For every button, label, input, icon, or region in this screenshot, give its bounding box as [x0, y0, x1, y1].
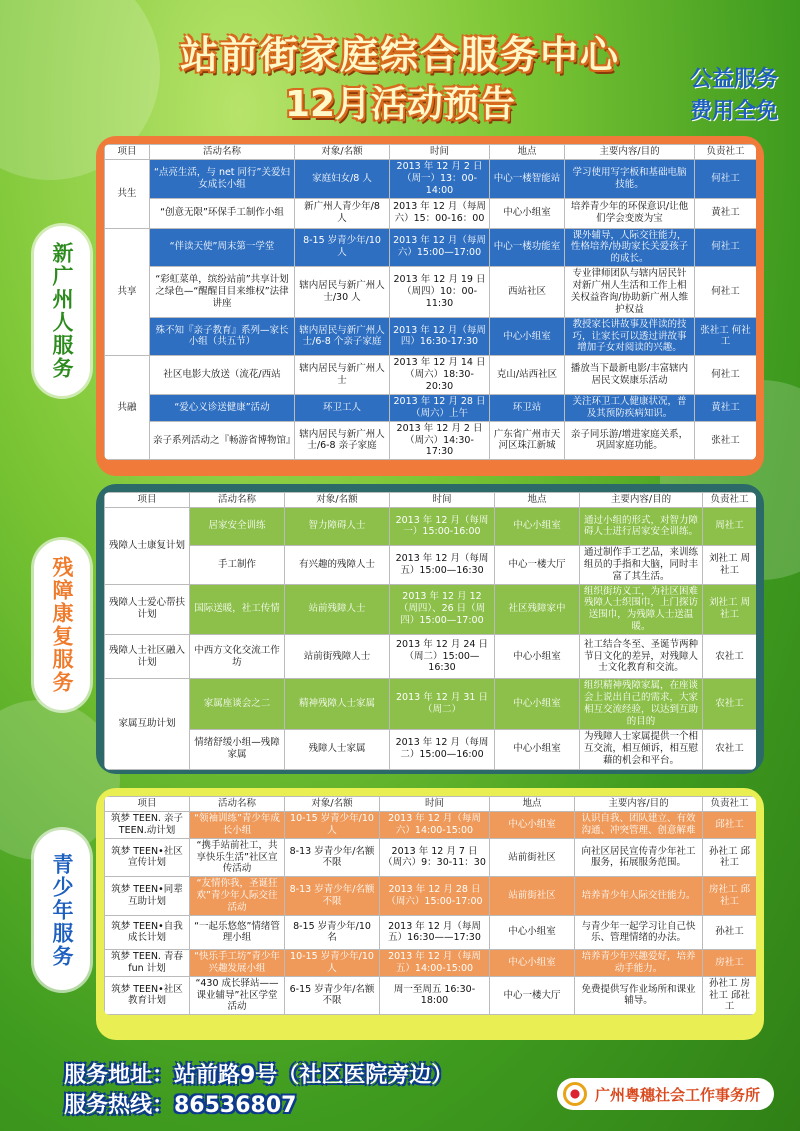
column-header: 负责社工	[703, 797, 757, 812]
activity-place: 中心小组室	[490, 949, 575, 976]
activity-name: “携手站前社工，共享快乐生活”社区宣传活动	[190, 838, 285, 877]
column-header: 时间	[390, 145, 490, 160]
target-quota: 8-15 岁青少年/10 名	[285, 915, 380, 949]
target-quota: 有兴趣的残障人士	[285, 545, 390, 584]
column-header: 时间	[380, 797, 490, 812]
activity-time: 2013 年 12 月（每周五）14:00-15:00	[380, 949, 490, 976]
activity-time: 2013 年 12 月（每周五）15:00—16:30	[390, 545, 495, 584]
column-header: 活动名称	[190, 493, 285, 508]
project-name: 筑梦 TEEN. 青春 fun 计划	[105, 949, 190, 976]
project-name: 筑梦 TEEN•社区教育计划	[105, 976, 190, 1015]
target-quota: 站前残障人士	[285, 584, 390, 635]
social-worker: 农社工	[703, 729, 757, 769]
social-worker: 张社工	[695, 421, 757, 460]
activity-content: 培养青少年的环保意识/让他们学会变废为宝	[565, 198, 695, 228]
activity-content: 关注环卫工人健康状况，普及其预防疾病知识。	[565, 394, 695, 421]
activity-name: “伴读天使”周末第一学堂	[150, 228, 295, 267]
activity-time: 2013 年 12 月（每周四）16:30-17:30	[390, 317, 490, 356]
activity-content: 与青少年一起学习让自己快乐、管理情绪的办法。	[575, 915, 703, 949]
social-worker: 刘社工 周社工	[703, 545, 757, 584]
activity-name: “友情你我，圣诞狂欢”青少年人际交往活动	[190, 877, 285, 916]
organization-name: 广州粤穗社会工作事务所	[594, 1085, 760, 1104]
activity-content: 培养青少年兴趣爱好，培养动手能力。	[575, 949, 703, 976]
activity-time: 2013 年 12 月 2 日（周六）14:30-17:30	[390, 421, 490, 460]
activity-content: 免费提供写作业场所和课业辅导。	[575, 976, 703, 1015]
social-worker: 何社工	[695, 159, 757, 198]
activity-content: 播放当下最新电影/丰富辖内居民文娱康乐活动	[565, 356, 695, 395]
activity-place: 克山/站西社区	[490, 356, 565, 395]
activity-place: 西站社区	[490, 267, 565, 318]
activity-content: 向社区居民宣传青少年社工服务，拓展服务范围。	[575, 838, 703, 877]
activity-content: 课外辅导，人际交往能力，性格培养/协助家长关爱孩子的成长。	[565, 228, 695, 267]
slogan-line-2: 费用全免	[689, 99, 778, 124]
activity-time: 2013 年 12 月 12（周四）、26 日（周四）15:00—17:00	[390, 584, 495, 635]
table-row	[105, 976, 757, 1015]
activity-time: 2013 年 12 月 2 日（周一）13：00-14:00	[390, 159, 490, 198]
target-quota: 家庭妇女/8 人	[295, 159, 390, 198]
table-row	[105, 394, 757, 421]
project-name: 筑梦 TEEN. 亲子 TEEN.动计划	[105, 811, 190, 838]
target-quota: 辖内居民与新广州人士/30 人	[295, 267, 390, 318]
project-name: 共生	[105, 159, 150, 228]
activity-place: 站前街社区	[490, 838, 575, 877]
table-header	[105, 145, 757, 160]
activity-content: 亲子同乐游/增进家庭关系，巩固家庭功能。	[565, 421, 695, 460]
activity-time: 2013 年 12 月（每周一）15:00-16:00	[390, 507, 495, 545]
table-row	[105, 729, 757, 769]
table-row	[105, 915, 757, 949]
social-worker: 何社工	[695, 228, 757, 267]
activity-name: “点亮生活，与 net 同行”关爱妇女成长小组	[150, 159, 295, 198]
social-worker: 何社工	[695, 267, 757, 318]
target-quota: 10-15 岁青少年/10 人	[285, 949, 380, 976]
target-quota: 环卫工人	[295, 394, 390, 421]
project-name: 残障人士康复计划	[105, 507, 190, 584]
section-tag-disability: 残障康复服务	[34, 540, 90, 710]
project-name: 残障人士社区融入计划	[105, 635, 190, 679]
activity-content: 专业律师团队与辖内居民针对新广州人生活和工作上相关权益咨询/协助新广州人维护权益	[565, 267, 695, 318]
social-worker: 周社工	[703, 507, 757, 545]
activity-content: 社工结合冬至、圣诞节两种节日文化的差异，对残障人士文化教育和交流。	[580, 635, 703, 679]
service-hotline: 服务热线：86536807	[64, 1093, 297, 1118]
project-name: 筑梦 TEEN•社区宣传计划	[105, 838, 190, 877]
activity-name: 亲子系列活动之『畅游省博物馆』	[150, 421, 295, 460]
column-header: 项目	[105, 797, 190, 812]
activity-content: 为残障人士家属提供一个相互交流，相互倾诉，相互慰藉的机会和平台。	[580, 729, 703, 769]
activity-place: 中心小组室	[495, 729, 580, 769]
column-header: 负责社工	[695, 145, 757, 160]
activity-time: 2013 年 12 月（每周二）15:00—16:00	[390, 729, 495, 769]
activity-place: 中心小组室	[490, 915, 575, 949]
project-name: 残障人士爱心帮扶计划	[105, 584, 190, 635]
activity-name: “爱心义诊送健康”活动	[150, 394, 295, 421]
activity-name: 中西方文化交流工作坊	[190, 635, 285, 679]
table-row	[105, 679, 757, 730]
column-header: 活动名称	[190, 797, 285, 812]
organization-logo-icon	[563, 1082, 587, 1106]
slogan-line-1: 公益服务	[689, 67, 778, 92]
section-tag-new-guangzhou: 新广州人服务	[34, 226, 90, 396]
table-row	[105, 356, 757, 395]
social-worker: 何社工	[695, 356, 757, 395]
activity-content: 组织精神残障家属，在座谈会上说出自己的需求，大家相互交流经验，以达到互助的目的	[580, 679, 703, 730]
activity-place: 中心小组室	[495, 507, 580, 545]
schedule-table	[104, 796, 756, 1015]
table-row	[105, 838, 757, 877]
social-worker: 黄社工	[695, 198, 757, 228]
activity-place: 广东省广州市天河区珠江新城	[490, 421, 565, 460]
activity-place: 中心一楼大厅	[490, 976, 575, 1015]
activity-place: 社区残障家中	[495, 584, 580, 635]
column-header: 对象/名额	[295, 145, 390, 160]
section-youth	[96, 788, 764, 1040]
social-worker: 房社工 邱社工	[703, 877, 757, 916]
activity-place: 中心小组室	[490, 811, 575, 838]
activity-name: 家属座谈会之二	[190, 679, 285, 730]
column-header: 地点	[490, 797, 575, 812]
activity-time: 2013 年 12 月 28 日（周六）上午	[390, 394, 490, 421]
activity-name: “430 成长驿站——课业辅导”社区学堂活动	[190, 976, 285, 1015]
activity-name: “创意无限”环保手工制作小组	[150, 198, 295, 228]
target-quota: 精神残障人士家属	[285, 679, 390, 730]
target-quota: 6-15 岁青少年/名额不限	[285, 976, 380, 1015]
activity-time: 2013 年 12 月（每周六）15：00-16：00	[390, 198, 490, 228]
activity-place: 中心一楼功能室	[490, 228, 565, 267]
social-worker: 农社工	[703, 679, 757, 730]
column-header: 地点	[490, 145, 565, 160]
social-worker: 孙社工 邱社工	[703, 838, 757, 877]
column-header: 主要内容/目的	[580, 493, 703, 508]
column-header: 主要内容/目的	[565, 145, 695, 160]
project-name: 筑梦 TEEN•同辈互助计划	[105, 877, 190, 916]
target-quota: 10-15 岁青少年/10 人	[285, 811, 380, 838]
activity-time: 2013 年 12 月（每周六）14:00-15:00	[380, 811, 490, 838]
social-worker: 刘社工 周社工	[703, 584, 757, 635]
table-row	[105, 228, 757, 267]
activity-name: 国际送暖，社工传情	[190, 584, 285, 635]
section-new-guangzhou	[96, 136, 764, 476]
activity-time: 周一至周五 16:30-18:00	[380, 976, 490, 1015]
activity-time: 2013 年 12 月 7 日（周六）9：30-11：30	[380, 838, 490, 877]
project-name: 共融	[105, 356, 150, 460]
page-subtitle: 12月活动预告	[284, 84, 516, 125]
table-row	[105, 545, 757, 584]
target-quota: 智力障碍人士	[285, 507, 390, 545]
page-title: 站前街家庭综合服务中心	[179, 33, 620, 77]
activity-time: 2013 年 12 月 19 日（周四）10：00-11:30	[390, 267, 490, 318]
target-quota: 站前街残障人士	[285, 635, 390, 679]
activity-content: 组织街坊义工，为社区困难残障人士织围巾，上门探访送围巾，为残障人士送温暖。	[580, 584, 703, 635]
project-name: 家属互助计划	[105, 679, 190, 770]
column-header: 项目	[105, 493, 190, 508]
activity-place: 中心小组室	[495, 635, 580, 679]
social-worker: 孙社工 房社工 邱社工	[703, 976, 757, 1015]
target-quota: 8-13 岁青少年/名额不限	[285, 877, 380, 916]
target-quota: 新广州人青少年/8 人	[295, 198, 390, 228]
column-header: 项目	[105, 145, 150, 160]
activity-time: 2013 年 12 月（每周五）16:30——17:30	[380, 915, 490, 949]
table-row	[105, 421, 757, 460]
social-worker: 农社工	[703, 635, 757, 679]
activity-content: 学习使用写字板和基础电脑技能。	[565, 159, 695, 198]
table-row	[105, 507, 757, 545]
activity-place: 中心小组室	[490, 317, 565, 356]
column-header: 对象/名额	[285, 797, 380, 812]
column-header: 负责社工	[703, 493, 757, 508]
social-worker: 孙社工	[703, 915, 757, 949]
social-worker: 邱社工	[703, 811, 757, 838]
target-quota: 残障人士家属	[285, 729, 390, 769]
activity-time: 2013 年 12 月（每周六）15:00—17:00	[390, 228, 490, 267]
schedule-table	[104, 492, 756, 770]
activity-time: 2013 年 12 月 24 日（周二）15:00—16:30	[390, 635, 495, 679]
activity-content: 通过制作手工艺品，来训练组员的手指和大脑，同时丰富了其生活。	[580, 545, 703, 584]
column-header: 对象/名额	[285, 493, 390, 508]
activity-content: 教授家长讲故事及伴读的技巧，让家长可以透过讲故事增加子女对阅读的兴趣。	[565, 317, 695, 356]
activity-name: “彩虹菜单，缤纷站前”共享计划之绿色—“醒醒目目来维权”法律讲座	[150, 267, 295, 318]
target-quota: 辖内居民与新广州人士	[295, 356, 390, 395]
activity-place: 中心一楼智能站	[490, 159, 565, 198]
table-row	[105, 635, 757, 679]
organization-badge	[557, 1078, 774, 1110]
activity-content: 认识自我、团队建立、有效沟通、冲突管理、创意解难	[575, 811, 703, 838]
activity-name: 殊不知『亲子教育』系列—家长小组（共五节）	[150, 317, 295, 356]
schedule-table	[104, 144, 756, 460]
activity-time: 2013 年 12 月 28 日（周六）15:00-17:00	[380, 877, 490, 916]
activity-name: 社区电影大放送（流花/西站	[150, 356, 295, 395]
table-row	[105, 584, 757, 635]
social-worker: 黄社工	[695, 394, 757, 421]
social-worker: 房社工	[703, 949, 757, 976]
activity-time: 2013 年 12 月 14 日（周六）18:30-20:30	[390, 356, 490, 395]
column-header: 时间	[390, 493, 495, 508]
table-row	[105, 267, 757, 318]
activity-name: “快乐手工坊”青少年兴趣发展小组	[190, 949, 285, 976]
target-quota: 8-13 岁青少年/名额不限	[285, 838, 380, 877]
activity-place: 中心一楼大厅	[495, 545, 580, 584]
section-disability	[96, 484, 764, 774]
table-row	[105, 317, 757, 356]
activity-place: 中心小组室	[495, 679, 580, 730]
section-tag-youth: 青少年服务	[34, 830, 90, 990]
table-header	[105, 797, 757, 812]
table-row	[105, 877, 757, 916]
service-address: 服务地址：站前路9号（社区医院旁边）	[64, 1063, 454, 1088]
target-quota: 辖内居民与新广州人士/6-8 亲子家庭	[295, 421, 390, 460]
project-name: 共享	[105, 228, 150, 356]
activity-name: “领袖训练”青少年成长小组	[190, 811, 285, 838]
table-row	[105, 949, 757, 976]
table-row	[105, 159, 757, 198]
activity-name: 手工制作	[190, 545, 285, 584]
target-quota: 辖内居民与新广州人士/6-8 个亲子家庭	[295, 317, 390, 356]
table-header	[105, 493, 757, 508]
activity-content: 培养青少年人际交往能力。	[575, 877, 703, 916]
table-row	[105, 811, 757, 838]
table-row	[105, 198, 757, 228]
activity-content: 通过小组的形式，对智力障碍人士进行居家安全训练。	[580, 507, 703, 545]
activity-place: 环卫站	[490, 394, 565, 421]
activity-name: 情绪舒缓小组—残障家属	[190, 729, 285, 769]
column-header: 主要内容/目的	[575, 797, 703, 812]
activity-place: 中心小组室	[490, 198, 565, 228]
activity-name: “一起乐悠悠”情绪管理小组	[190, 915, 285, 949]
activity-place: 站前街社区	[490, 877, 575, 916]
column-header: 活动名称	[150, 145, 295, 160]
project-name: 筑梦 TEEN•自我成长计划	[105, 915, 190, 949]
social-worker: 张社工 何社工	[695, 317, 757, 356]
target-quota: 8-15 岁青少年/10 人	[295, 228, 390, 267]
activity-name: 居家安全训练	[190, 507, 285, 545]
activity-time: 2013 年 12 月 31 日（周二）	[390, 679, 495, 730]
column-header: 地点	[495, 493, 580, 508]
